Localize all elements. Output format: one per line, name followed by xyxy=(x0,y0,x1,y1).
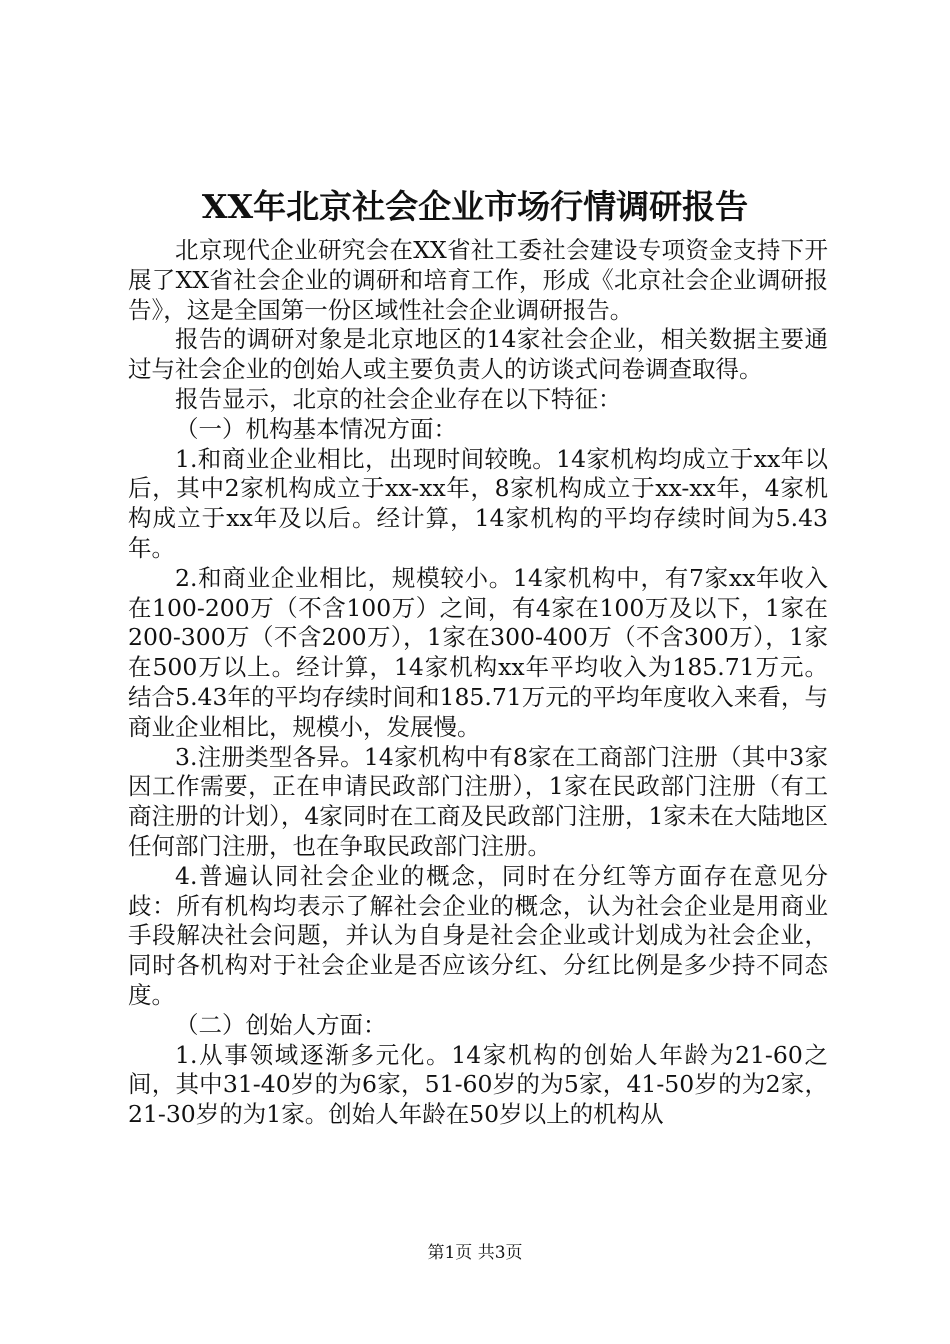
paragraph-survey-subjects: 报告的调研对象是北京地区的14家社会企业，相关数据主要通过与社会企业的创始人或主要负责人的访谈式问卷调查取得。 xyxy=(128,325,828,384)
page-footer: 第1页 共3页 xyxy=(427,1243,523,1263)
paragraph-intro: 北京现代企业研究会在XX省社工委社会建设专项资金支持下开展了XX省社会企业的调研和培育工作，形成《北京社会企业调研报告》，这是全国第一份区域性社会企业调研报告。 xyxy=(128,236,828,324)
paragraph-item-4: 4.普遍认同社会企业的概念，同时在分红等方面存在意见分歧：所有机构均表示了解社会企业的概念，认为社会企业是用商业手段解决社会问题，并认为自身是社会企业或计划成为社会企业，同时各机构对于社会企业是否应该分红、分红比例是多少持不同态度。 xyxy=(128,861,828,1009)
document-title: XX年北京社会企业市场行情调研报告 xyxy=(201,187,749,226)
section-heading-founders: （二）创始人方面： xyxy=(175,1010,387,1039)
section-heading-organization: （一）机构基本情况方面： xyxy=(175,414,457,443)
document-body xyxy=(128,236,828,1130)
paragraph-findings-lead: 报告显示，北京的社会企业存在以下特征： xyxy=(175,384,622,413)
paragraph-item-1: 1.和商业企业相比，出现时间较晚。14家机构均成立于xx年以后，其中2家机构成立于xx-xx年，8家机构成立于xx-xx年，4家机构成立于xx年及以后。经计算，14家机构的平均存续时间为5.43年。 xyxy=(128,444,828,562)
paragraph-item-2: 2.和商业企业相比，规模较小。14家机构中，有7家xx年收入在100-200万（不含100万）之间，有4家在100万及以下，1家在200-300万（不含200万），1家在300-400万（不含300万），1家在500万以上。经计算，14家机构xx年平均收入为185.71万元。结合5.43年的平均存续时间和185.71万元的平均年度收入来看，与商业企业相比，规模小，发展慢。 xyxy=(128,563,828,741)
paragraph-founders-item-1: 1.从事领域逐渐多元化。14家机构的创始人年龄为21-60之间，其中31-40岁的为6家，51-60岁的为5家，41-50岁的为2家，21-30岁的为1家。创始人年龄在50岁以上的机构从 xyxy=(128,1040,828,1129)
paragraph-item-3: 3.注册类型各异。14家机构中有8家在工商部门注册（其中3家因工作需要，正在申请民政部门注册），1家在民政部门注册（有工商注册的计划），4家同时在工商及民政部门注册，1家未在大陆地区任何部门注册，也在争取民政部门注册。 xyxy=(128,742,828,860)
